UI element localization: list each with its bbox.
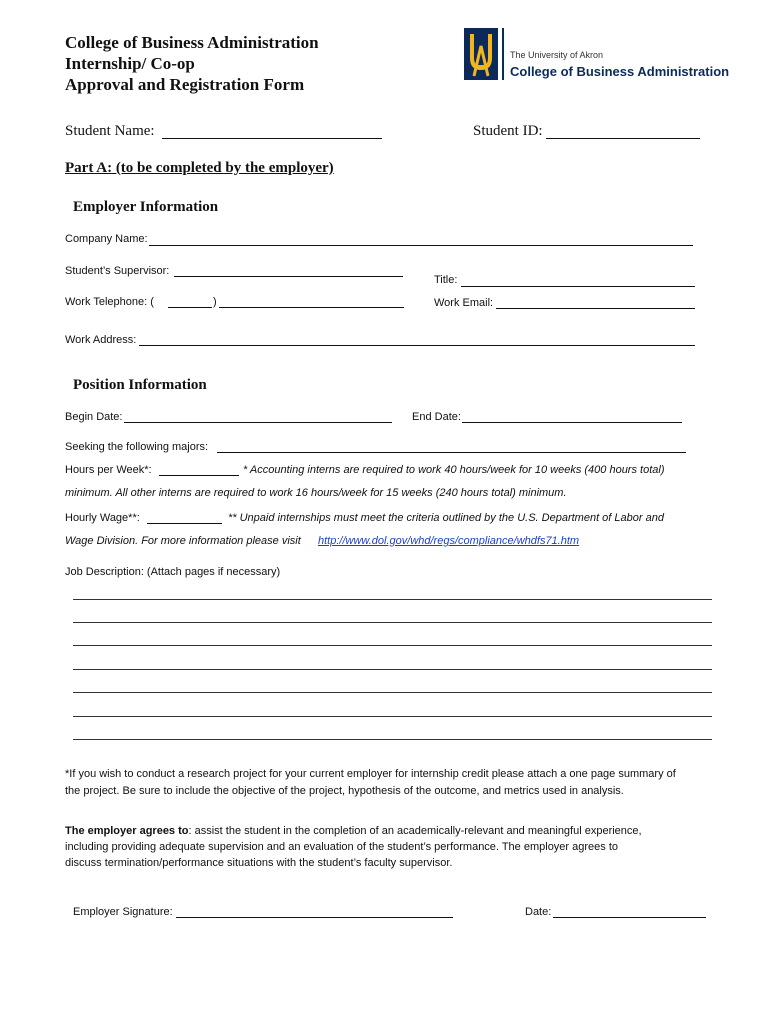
telephone-number-field[interactable] xyxy=(219,307,404,308)
signature-date-field[interactable] xyxy=(553,917,706,918)
hours-field[interactable] xyxy=(159,475,239,476)
telephone-area-code-field[interactable] xyxy=(168,307,212,308)
end-date-label: End Date: xyxy=(412,411,461,423)
agreement-text1: : assist the student in the completion of an academically-relevant and meaningful experience, xyxy=(188,825,642,837)
title-field[interactable] xyxy=(461,286,695,287)
university-logo-mark xyxy=(464,28,498,80)
form-title-line3: Approval and Registration Form xyxy=(65,75,305,94)
agreement-line2: including providing adequate supervision and an evaluation of the student’s performance. The employer agrees to xyxy=(65,841,619,853)
wage-note-continued: Wage Division. For more information please visit xyxy=(65,535,301,547)
job-description-line-2[interactable] xyxy=(73,622,712,623)
job-description-line-1[interactable] xyxy=(73,599,712,600)
telephone-label: Work Telephone: ( xyxy=(65,296,154,308)
company-name-field[interactable] xyxy=(149,245,693,246)
job-description-line-6[interactable] xyxy=(73,716,712,717)
agreement-line1 xyxy=(65,825,642,837)
supervisor-field[interactable] xyxy=(174,276,403,277)
email-label: Work Email: xyxy=(434,297,494,309)
logo-college-name: College of Business Administration xyxy=(510,64,730,79)
majors-label: Seeking the following majors: xyxy=(65,441,209,453)
end-date-field[interactable] xyxy=(462,422,682,423)
begin-date-label: Begin Date: xyxy=(65,411,123,423)
student-id-field[interactable] xyxy=(546,138,700,139)
form-title-line2: Internship/ Co-op xyxy=(65,54,195,73)
agreement-line3: discuss termination/performance situations with the student’s faculty supervisor. xyxy=(65,857,453,869)
majors-field[interactable] xyxy=(217,452,686,453)
address-label: Work Address: xyxy=(65,334,137,346)
position-info-heading: Position Information xyxy=(73,377,207,393)
hours-label: Hours per Week*: xyxy=(65,464,152,476)
part-a-heading: Part A: (to be completed by the employer) xyxy=(65,160,334,176)
begin-date-field[interactable] xyxy=(124,422,392,423)
agreement-bold: The employer agrees to xyxy=(65,825,189,837)
title-label: Title: xyxy=(434,274,458,286)
dol-compliance-link[interactable]: http://www.dol.gov/whd/regs/compliance/whdfs71.htm xyxy=(318,535,580,547)
company-name-label: Company Name: xyxy=(65,233,148,245)
logo-divider xyxy=(502,28,504,80)
wage-label: Hourly Wage**: xyxy=(65,512,140,524)
student-id-label: Student ID: xyxy=(473,123,543,139)
student-name-label: Student Name: xyxy=(65,123,155,139)
job-description-label: Job Description: (Attach pages if necessary) xyxy=(65,566,281,578)
supervisor-label: Student’s Supervisor: xyxy=(65,265,170,277)
job-description-line-7[interactable] xyxy=(73,739,712,740)
logo-university-name: The University of Akron xyxy=(510,50,604,60)
research-note-line1: *If you wish to conduct a research project for your current employer for internship credit please attach a one page summary of xyxy=(65,768,676,780)
student-name-field[interactable] xyxy=(162,138,382,139)
signature-date-label: Date: xyxy=(525,906,552,918)
job-description-line-4[interactable] xyxy=(73,669,712,670)
email-field[interactable] xyxy=(496,308,695,309)
wage-field[interactable] xyxy=(147,523,222,524)
employer-signature-label: Employer Signature: xyxy=(73,906,173,918)
ua-monogram-icon xyxy=(464,28,498,80)
hours-note-continued: minimum. All other interns are required to work 16 hours/week for 15 weeks (240 hours total) minimum. xyxy=(65,487,567,499)
form-title-line1: College of Business Administration xyxy=(65,33,319,52)
job-description-line-5[interactable] xyxy=(73,692,712,693)
research-note-line2: the project. Be sure to include the objective of the project, hypothesis of the outcome, and metrics used in analysis. xyxy=(65,785,624,797)
address-field[interactable] xyxy=(139,345,695,346)
hours-note: * Accounting interns are required to work 40 hours/week for 10 weeks (400 hours total) xyxy=(243,464,665,476)
employer-info-heading: Employer Information xyxy=(73,199,219,215)
telephone-paren-close: ) xyxy=(213,296,217,308)
employer-signature-field[interactable] xyxy=(176,917,453,918)
job-description-line-3[interactable] xyxy=(73,645,712,646)
wage-note: ** Unpaid internships must meet the criteria outlined by the U.S. Department of Labor and xyxy=(228,512,664,524)
